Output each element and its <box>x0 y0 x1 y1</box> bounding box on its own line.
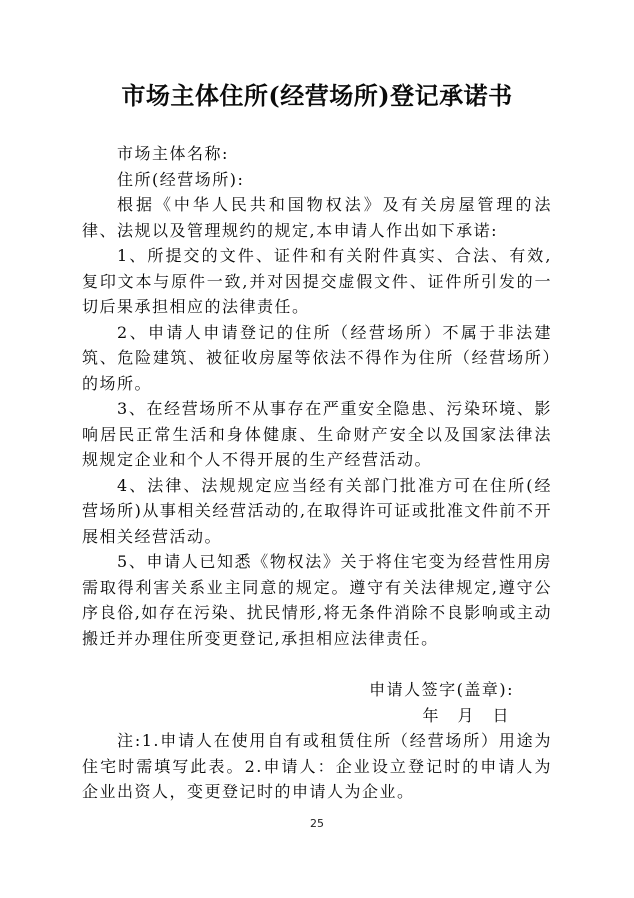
field-entity-name: 市场主体名称: <box>117 144 229 163</box>
notes-paragraph: 注:1.申请人在使用自有或租赁住所（经营场所）用途为住宅时需填写此表。2.申请人：企业设立登记时的申请人为企业出资人，变更登记时的申请人为企业。 <box>82 731 552 801</box>
page-number: 25 <box>310 817 324 830</box>
commitment-item-2: 2、申请人申请登记的住所（经营场所）不属于非法建筑、危险建筑、被征收房屋等依法不得作为住所（经营场所）的场所。 <box>82 322 552 393</box>
intro-paragraph: 根据《中华人民共和国物权法》及有关房屋管理的法律、法规以及管理规约的规定,本申请人作出如下承诺: <box>82 195 552 240</box>
commitment-item-5: 5、申请人已知悉《物权法》关于将住宅变为经营性用房需取得利害关系业主同意的规定。遵守有关法律规定,遵守公序良俗,如存在污染、扰民情形,将无条件消除不良影响或主动搬迁并办理住所变更登记,承担相应法律责任。 <box>82 552 552 648</box>
commitment-item-3: 3、在经营场所不从事存在严重安全隐患、污染环境、影响居民正常生活和身体健康、生命财产安全以及国家法律法规规定企业和个人不得开展的生产经营活动。 <box>82 399 552 469</box>
applicant-signature-label: 申请人签字(盖章): <box>369 680 514 699</box>
commitment-item-4: 4、法律、法规规定应当经有关部门批准方可在住所(经营场所)从事相关经营活动的,在取得许可证或批准文件前不开展相关经营活动。 <box>82 475 552 546</box>
document-body <box>82 141 552 651</box>
page-title: 市场主体住所(经营场所)登记承诺书 <box>121 81 513 110</box>
commitment-item-1: 1、所提交的文件、证件和有关附件真实、合法、有效,复印文本与原件一致,并对因提交虚假文件、证件所引发的一切后果承担相应的法律责任。 <box>82 246 552 316</box>
signature-date-line: 年 月 日 <box>422 705 510 725</box>
closing-block <box>82 677 552 805</box>
field-business-address: 住所(经营场所): <box>117 169 245 189</box>
